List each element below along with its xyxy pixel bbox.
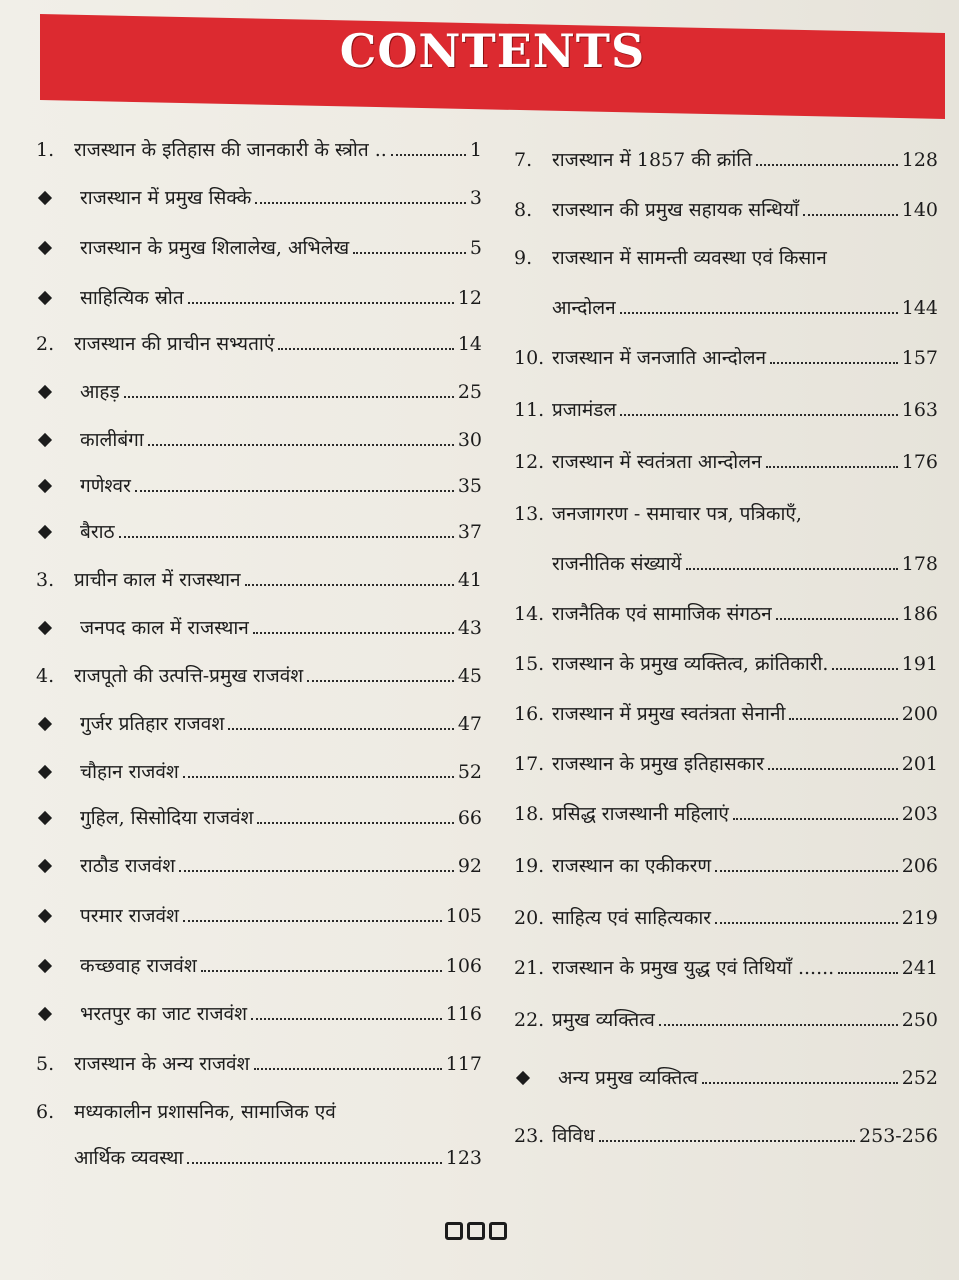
page-number: 250 <box>901 1009 938 1031</box>
dot-leader <box>228 728 454 730</box>
toc-entry <box>36 286 482 310</box>
toc-entry <box>36 760 482 784</box>
dot-leader <box>702 1082 898 1084</box>
toc-entry <box>36 428 482 452</box>
chapter-number: 15. <box>514 653 545 675</box>
dot-leader <box>715 922 898 924</box>
chapter-title: आहड़ <box>80 381 120 403</box>
bullet-diamond-icon <box>38 811 52 825</box>
page-number: 35 <box>457 475 482 497</box>
chapter-title: प्रसिद्ध राजस्थानी महिलाएं <box>552 803 729 825</box>
dot-leader <box>245 584 454 586</box>
bullet-diamond-icon <box>38 241 52 255</box>
page-number: 3 <box>469 187 482 209</box>
chapter-number: 19. <box>514 855 545 877</box>
dot-leader <box>253 632 454 634</box>
end-square-icon <box>467 1222 485 1240</box>
chapter-title: भरतपुर का जाट राजवंश <box>80 1003 248 1025</box>
page-title: CONTENTS <box>339 24 646 78</box>
toc-entry <box>36 380 482 404</box>
bullet-diamond-icon <box>516 1071 530 1085</box>
chapter-number: 16. <box>514 703 545 725</box>
chapter-title: राजस्थान की प्रमुख सहायक सन्धियाँ <box>552 199 799 221</box>
dot-leader <box>254 1068 442 1070</box>
chapter-number: 12. <box>514 451 545 473</box>
toc-entry <box>514 956 938 980</box>
toc-entry <box>514 502 938 526</box>
page-number: 66 <box>457 807 482 829</box>
dot-leader <box>179 870 454 872</box>
bullet-diamond-icon <box>38 433 52 447</box>
page-number: 52 <box>457 761 482 783</box>
chapter-number: 13. <box>514 503 545 525</box>
chapter-number: 1. <box>36 139 55 161</box>
dot-leader <box>659 1024 898 1026</box>
chapter-title: राजस्थान की प्राचीन सभ्यताएं <box>74 333 275 355</box>
dot-leader <box>756 164 898 166</box>
page-number: 106 <box>445 955 482 977</box>
chapter-title: राजस्थान का एकीकरण <box>552 855 712 877</box>
dot-leader <box>768 768 898 770</box>
dot-leader <box>187 1162 441 1164</box>
toc-entry <box>514 652 938 676</box>
toc-entry <box>514 752 938 776</box>
dot-leader <box>766 466 898 468</box>
chapter-title-continued: आर्थिक व्यवस्था <box>74 1147 184 1169</box>
toc-entry-continued <box>74 1146 482 1170</box>
chapter-title: चौहान राजवंश <box>80 761 179 783</box>
toc-entry <box>36 138 482 162</box>
toc-entry <box>514 702 938 726</box>
page-number: 105 <box>445 905 482 927</box>
chapter-title: जनजागरण - समाचार पत्र, पत्रिकाएँ, <box>552 503 802 525</box>
page-number: 178 <box>901 553 938 575</box>
page-number: 92 <box>457 855 482 877</box>
chapter-title: राजस्थान में 1857 की क्रांति <box>552 149 753 171</box>
page-number: 252 <box>901 1067 938 1089</box>
page-number: 117 <box>445 1053 482 1075</box>
dot-leader <box>620 414 897 416</box>
page-number: 37 <box>457 521 482 543</box>
chapter-number: 9. <box>514 247 533 269</box>
dot-leader <box>255 202 466 204</box>
bullet-diamond-icon <box>38 765 52 779</box>
chapter-title: कच्छवाह राजवंश <box>80 955 197 977</box>
page-number: 30 <box>457 429 482 451</box>
dot-leader <box>776 618 898 620</box>
dot-leader <box>148 444 454 446</box>
dot-leader <box>119 536 454 538</box>
toc-entry <box>36 664 482 688</box>
end-square-icon <box>445 1222 463 1240</box>
toc-entry <box>36 616 482 640</box>
bullet-diamond-icon <box>38 859 52 873</box>
chapter-title: राजस्थान में जनजाति आन्दोलन <box>552 347 767 369</box>
page-number: 128 <box>901 149 938 171</box>
chapter-title: राजस्थान में प्रमुख स्वतंत्रता सेनानी <box>552 703 786 725</box>
chapter-title: राजस्थान में स्वतंत्रता आन्दोलन <box>552 451 762 473</box>
chapter-title: प्राचीन काल में राजस्थान <box>74 569 241 591</box>
dot-leader <box>183 920 442 922</box>
chapter-title: विविध <box>552 1125 595 1147</box>
page-number: 140 <box>901 199 938 221</box>
bullet-diamond-icon <box>38 479 52 493</box>
dot-leader <box>770 362 898 364</box>
page-number: 45 <box>457 665 482 687</box>
page-number: 25 <box>457 381 482 403</box>
bullet-diamond-icon <box>38 621 52 635</box>
chapter-number: 23. <box>514 1125 545 1147</box>
chapter-number: 6. <box>36 1101 55 1123</box>
chapter-title: मध्यकालीन प्रशासनिक, सामाजिक एवं <box>74 1101 336 1123</box>
dot-leader <box>789 718 897 720</box>
dot-leader <box>838 972 898 974</box>
dot-leader <box>257 822 453 824</box>
toc-entry <box>514 906 938 930</box>
toc-entry <box>514 246 938 270</box>
dot-leader <box>135 490 454 492</box>
bullet-diamond-icon <box>38 959 52 973</box>
toc-entry <box>36 474 482 498</box>
chapter-number: 8. <box>514 199 533 221</box>
dot-leader <box>832 668 897 670</box>
page-number: 41 <box>457 569 482 591</box>
bullet-diamond-icon <box>38 909 52 923</box>
chapter-number: 4. <box>36 665 55 687</box>
bullet-diamond-icon <box>38 291 52 305</box>
chapter-title: राजस्थान के प्रमुख इतिहासकार <box>552 753 765 775</box>
page-number: 201 <box>901 753 938 775</box>
page-number: 144 <box>901 297 938 319</box>
toc-entry <box>514 854 938 878</box>
chapter-title-continued: राजनीतिक संख्यायें <box>552 553 682 575</box>
page-number: 206 <box>901 855 938 877</box>
chapter-number: 22. <box>514 1009 545 1031</box>
chapter-title: प्रमुख व्यक्तित्व <box>552 1009 655 1031</box>
bullet-diamond-icon <box>38 717 52 731</box>
toc-entry <box>514 1008 938 1032</box>
chapter-title: राजस्थान के अन्य राजवंश <box>74 1053 250 1075</box>
dot-leader <box>124 396 454 398</box>
toc-entry <box>514 1066 938 1090</box>
chapter-title: राजपूतो की उत्पत्ति-प्रमुख राजवंश <box>74 665 304 687</box>
chapter-title: राजस्थान में प्रमुख सिक्के <box>80 187 252 209</box>
chapter-title: कालीबंगा <box>80 429 144 451</box>
dot-leader <box>188 302 454 304</box>
toc-entry <box>514 1124 938 1148</box>
toc-entry <box>514 148 938 172</box>
toc-entry <box>514 198 938 222</box>
page-number: 5 <box>469 237 482 259</box>
bullet-diamond-icon <box>38 191 52 205</box>
chapter-number: 21. <box>514 957 545 979</box>
toc-entry <box>36 1100 482 1124</box>
page-number: 12 <box>457 287 482 309</box>
toc-entry <box>36 954 482 978</box>
toc-entry <box>36 568 482 592</box>
dot-leader <box>733 818 898 820</box>
chapter-title: राजस्थान के प्रमुख व्यक्तित्व, क्रांतिकारी. <box>552 653 829 675</box>
page-number: 200 <box>901 703 938 725</box>
chapter-title: राठौड राजवंश <box>80 855 176 877</box>
chapter-title: राजनैतिक एवं सामाजिक संगठन <box>552 603 772 625</box>
toc-entry <box>36 806 482 830</box>
toc-entry <box>36 854 482 878</box>
chapter-title: अन्य प्रमुख व्यक्तित्व <box>558 1067 698 1089</box>
page-number: 186 <box>901 603 938 625</box>
chapter-title-continued: आन्दोलन <box>552 297 616 319</box>
toc-entry <box>36 1002 482 1026</box>
page-number: 14 <box>457 333 482 355</box>
page-number: 1 <box>469 139 482 161</box>
page-number: 43 <box>457 617 482 639</box>
chapter-title: साहित्य एवं साहित्यकार <box>552 907 712 929</box>
chapter-title: गणेश्वर <box>80 475 131 497</box>
page-number: 241 <box>901 957 938 979</box>
dot-leader <box>201 970 442 972</box>
chapter-number: 5. <box>36 1053 55 1075</box>
chapter-number: 20. <box>514 907 545 929</box>
end-mark <box>445 1222 507 1240</box>
dot-leader <box>251 1018 442 1020</box>
chapter-title: गुहिल, सिसोदिया राजवंश <box>80 807 254 829</box>
page-number: 157 <box>901 347 938 369</box>
page-number: 203 <box>901 803 938 825</box>
toc-entry <box>36 332 482 356</box>
chapter-title: बैराठ <box>80 521 115 543</box>
toc-entry <box>36 1052 482 1076</box>
chapter-number: 18. <box>514 803 545 825</box>
toc-entry-continued <box>552 552 938 576</box>
dot-leader <box>803 214 898 216</box>
end-square-icon <box>489 1222 507 1240</box>
chapter-number: 10. <box>514 347 545 369</box>
chapter-title: साहित्यिक स्रोत <box>80 287 184 309</box>
chapter-number: 14. <box>514 603 545 625</box>
dot-leader <box>183 776 454 778</box>
page-number: 116 <box>445 1003 482 1025</box>
toc-entry <box>36 520 482 544</box>
chapter-number: 2. <box>36 333 55 355</box>
bullet-diamond-icon <box>38 1007 52 1021</box>
bullet-diamond-icon <box>38 525 52 539</box>
chapter-title: राजस्थान में सामन्ती व्यवस्था एवं किसान <box>552 247 827 269</box>
dot-leader <box>278 348 453 350</box>
toc-entry <box>36 904 482 928</box>
chapter-title: जनपद काल में राजस्थान <box>80 617 249 639</box>
page-number: 123 <box>445 1147 482 1169</box>
dot-leader <box>307 680 454 682</box>
toc-entry <box>36 186 482 210</box>
page-number: 191 <box>901 653 938 675</box>
chapter-number: 3. <box>36 569 55 591</box>
toc-entry <box>36 236 482 260</box>
toc-entry <box>514 398 938 422</box>
chapter-number: 7. <box>514 149 533 171</box>
toc-entry <box>514 802 938 826</box>
toc-entry-continued <box>552 296 938 320</box>
chapter-title: परमार राजवंश <box>80 905 179 927</box>
page-number: 163 <box>901 399 938 421</box>
dot-leader <box>715 870 898 872</box>
dot-leader <box>353 252 466 254</box>
chapter-number: 17. <box>514 753 545 775</box>
toc-entry <box>514 346 938 370</box>
dot-leader <box>599 1140 855 1142</box>
chapter-title: गुर्जर प्रतिहार राजवश <box>80 713 225 735</box>
bullet-diamond-icon <box>38 385 52 399</box>
dot-leader <box>620 312 898 314</box>
chapter-title: प्रजामंडल <box>552 399 617 421</box>
chapter-title: राजस्थान के प्रमुख युद्ध एवं तिथियाँ ...... <box>552 957 835 979</box>
page-number: 219 <box>901 907 938 929</box>
toc-entry <box>514 450 938 474</box>
chapter-title: राजस्थान के प्रमुख शिलालेख, अभिलेख <box>80 237 350 259</box>
chapter-title: राजस्थान के इतिहास की जानकारी के स्त्रोत .. <box>74 139 387 161</box>
toc-entry <box>36 712 482 736</box>
page-number: 176 <box>901 451 938 473</box>
page-number: 253-256 <box>859 1125 938 1147</box>
dot-leader <box>391 154 466 156</box>
chapter-number: 11. <box>514 399 545 421</box>
dot-leader <box>686 568 898 570</box>
toc-entry <box>514 602 938 626</box>
page-number: 47 <box>457 713 482 735</box>
